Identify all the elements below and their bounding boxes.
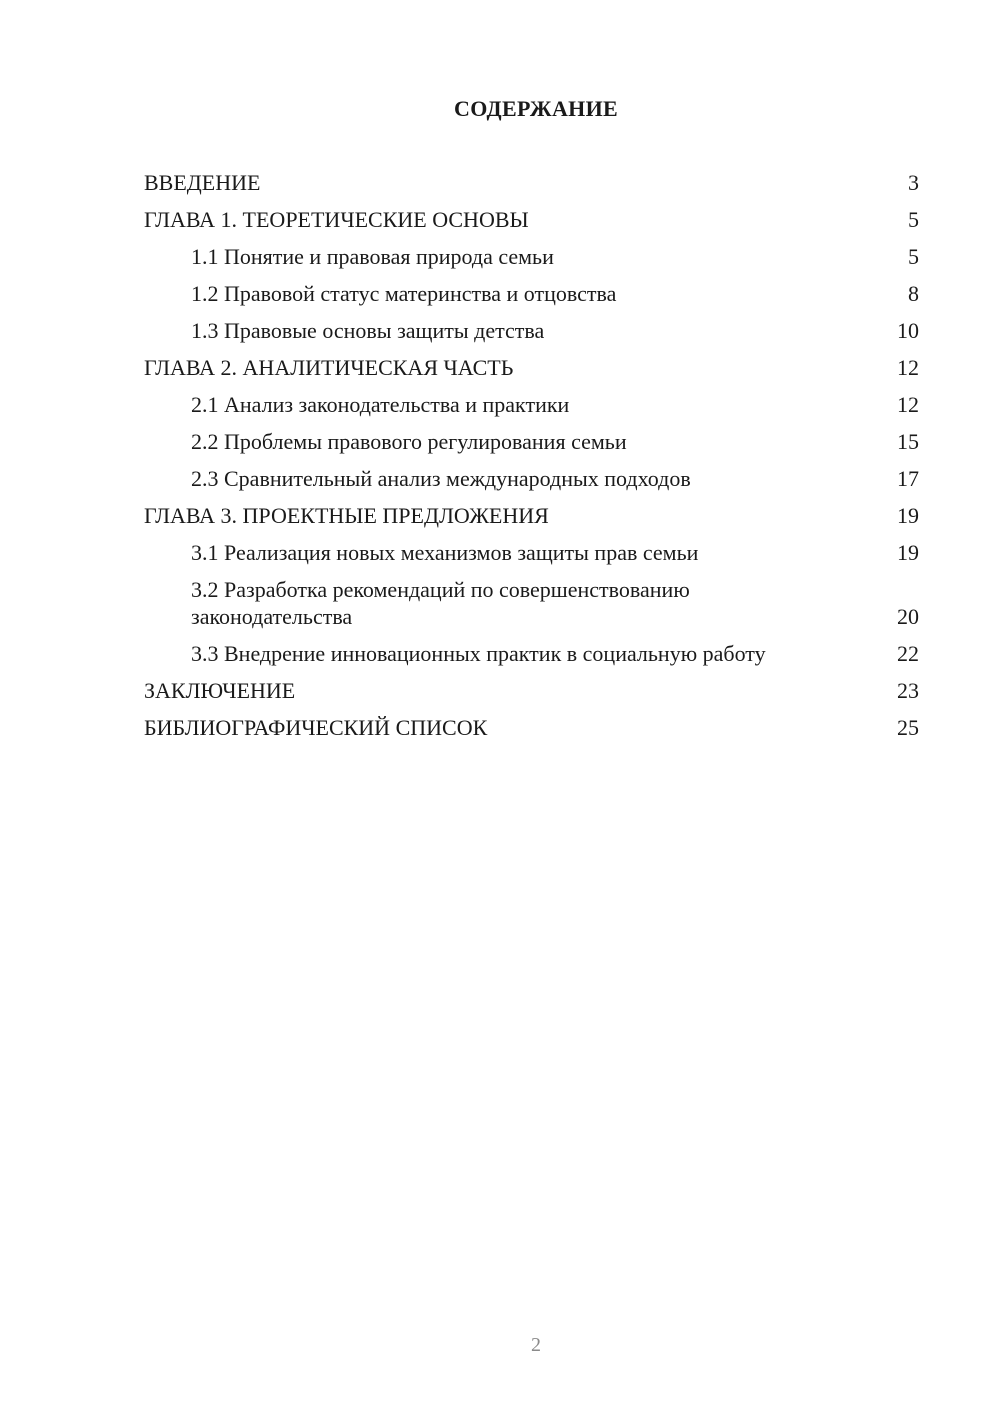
toc-entry-page: 19 — [897, 540, 919, 565]
toc-entry-page: 12 — [897, 392, 919, 417]
page-title: СОДЕРЖАНИЕ — [454, 96, 618, 121]
toc-entry-title: ВВЕДЕНИЕ — [144, 170, 261, 195]
toc-entry — [144, 539, 919, 566]
toc-entry — [144, 391, 919, 418]
toc-entry-page: 10 — [897, 318, 919, 343]
toc-entry-title: ЗАКЛЮЧЕНИЕ — [144, 678, 296, 703]
toc-entry-title: 3.2 Разработка рекомендаций по совершенствованию законодательства — [191, 577, 690, 629]
toc-entry-title: 1.2 Правовой статус материнства и отцовства — [191, 281, 617, 306]
toc-entry-title: 2.2 Проблемы правового регулирования семьи — [191, 429, 627, 454]
toc-entry — [144, 677, 919, 704]
toc-entry — [144, 428, 919, 455]
toc-entry-page: 3 — [908, 170, 919, 195]
toc-entry-title: 2.3 Сравнительный анализ международных подходов — [191, 466, 691, 491]
toc-entry-page: 5 — [908, 244, 919, 269]
toc-entry — [144, 354, 919, 381]
toc-entry-page: 8 — [908, 281, 919, 306]
toc-entry — [144, 640, 919, 667]
toc-entry — [144, 714, 919, 741]
toc-entry-title: ГЛАВА 1. ТЕОРЕТИЧЕСКИЕ ОСНОВЫ — [144, 207, 529, 232]
toc-entry — [144, 243, 919, 270]
toc-entry-title: ГЛАВА 2. АНАЛИТИЧЕСКАЯ ЧАСТЬ — [144, 355, 514, 380]
toc-entry-title: 3.3 Внедрение инновационных практик в социальную работу — [191, 641, 766, 666]
table-of-contents — [144, 169, 919, 751]
toc-entry — [144, 280, 919, 307]
toc-entry-title: 3.1 Реализация новых механизмов защиты прав семьи — [191, 540, 699, 565]
toc-entry-page: 12 — [897, 355, 919, 380]
toc-entry-page: 20 — [897, 604, 919, 629]
toc-entry-page: 25 — [897, 715, 919, 740]
page-number: 2 — [531, 1334, 541, 1356]
toc-entry-title: 2.1 Анализ законодательства и практики — [191, 392, 570, 417]
toc-entry-page: 5 — [908, 207, 919, 232]
toc-entry-page: 17 — [897, 466, 919, 491]
toc-entry-title: 1.3 Правовые основы защиты детства — [191, 318, 545, 343]
toc-entry-title: ГЛАВА 3. ПРОЕКТНЫЕ ПРЕДЛОЖЕНИЯ — [144, 503, 549, 528]
toc-entry-page: 23 — [897, 678, 919, 703]
toc-entry — [144, 502, 919, 529]
toc-entry — [144, 169, 919, 196]
toc-entry-page: 19 — [897, 503, 919, 528]
toc-entry — [144, 317, 919, 344]
toc-entry — [144, 576, 919, 630]
toc-entry-page: 22 — [897, 641, 919, 666]
toc-entry-page: 15 — [897, 429, 919, 454]
toc-entry-title: БИБЛИОГРАФИЧЕСКИЙ СПИСОК — [144, 715, 488, 740]
toc-entry — [144, 465, 919, 492]
toc-entry — [144, 206, 919, 233]
toc-entry-title: 1.1 Понятие и правовая природа семьи — [191, 244, 554, 269]
